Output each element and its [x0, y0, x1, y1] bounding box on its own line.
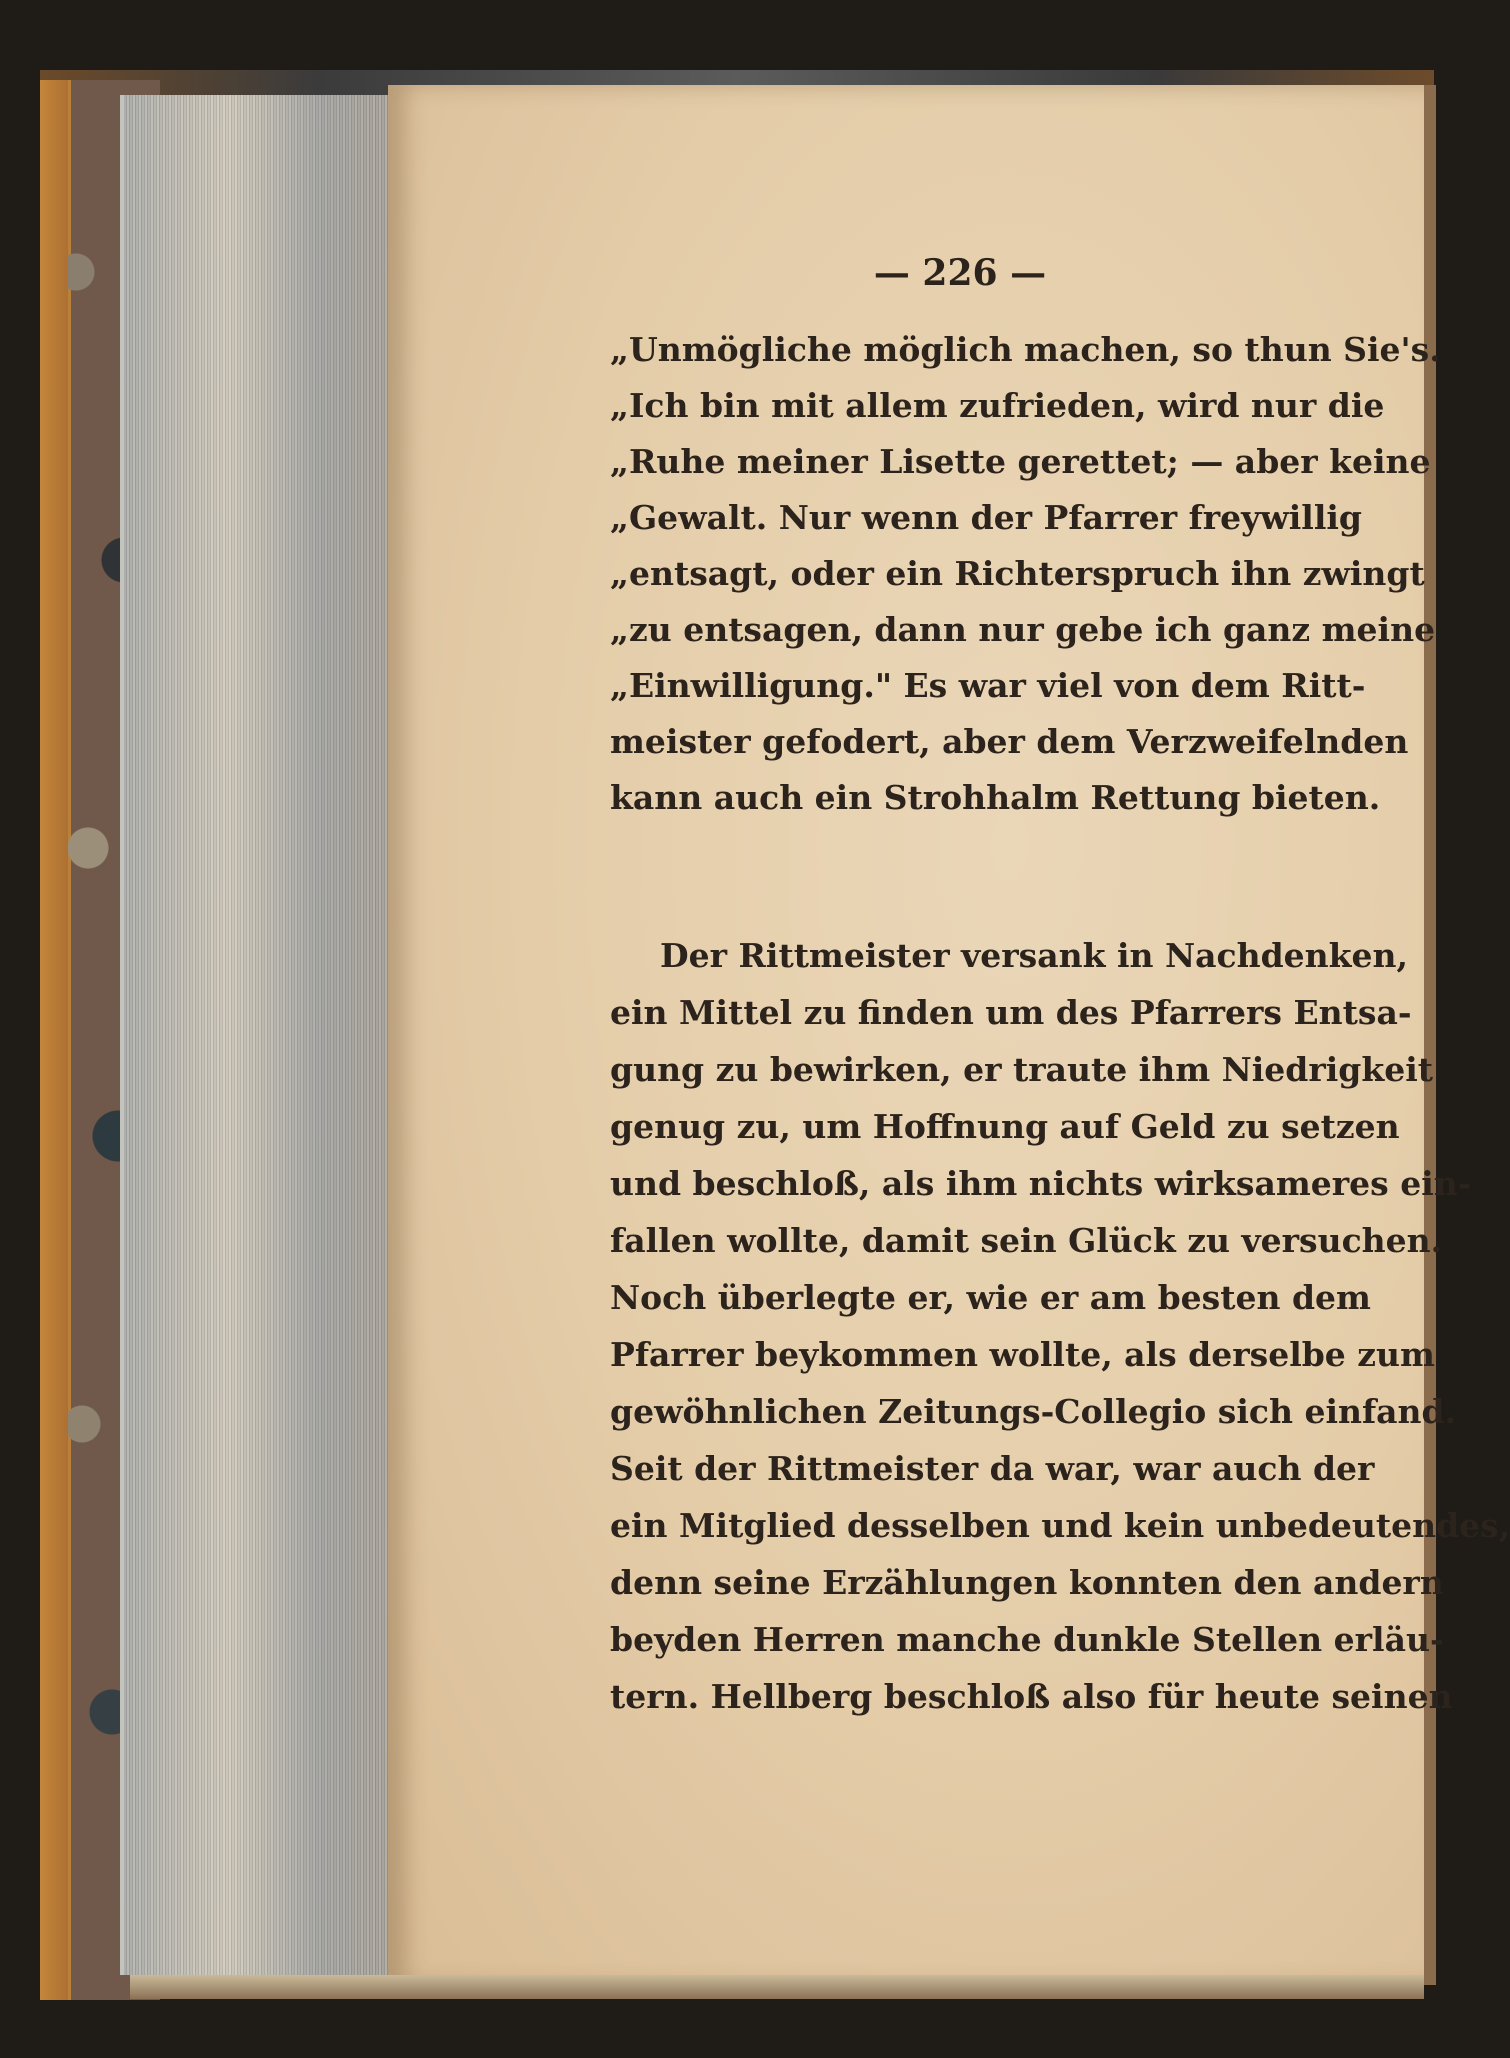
text-line: „Ruhe meiner Lisette gerettet; — aber keine [610, 442, 1431, 481]
text-line: „Einwilligung." Es war viel von dem Ritt- [610, 666, 1366, 705]
text-line: „Ich bin mit allem zufrieden, wird nur die [610, 386, 1385, 425]
text-line: „zu entsagen, dann nur gebe ich ganz meine [610, 610, 1436, 649]
text-line: denn seine Erzählungen konnten den andern [610, 1563, 1444, 1602]
text-line: „entsagt, oder ein Richterspruch ihn zwingt [610, 554, 1425, 593]
page-number: — 226 — [873, 252, 1047, 294]
text-line: Pfarrer beykommen wollte, als derselbe zum [610, 1335, 1435, 1374]
book-spine-edge [40, 80, 68, 2000]
text-line: Der Rittmeister versank in Nachdenken, [660, 936, 1408, 975]
text-line: „Unmögliche möglich machen, so thun Sie's. [610, 330, 1441, 369]
text-line: fallen wollte, damit sein Glück zu versuchen. [610, 1221, 1443, 1260]
text-line: Seit der Rittmeister da war, war auch der [610, 1449, 1375, 1488]
text-line: kann auch ein Strohhalm Rettung bieten. [610, 778, 1381, 817]
text-line: Noch überlegte er, wie er am besten dem [610, 1278, 1371, 1317]
text-line: meister gefodert, aber dem Verzweifelnden [610, 722, 1409, 761]
text-line: gung zu bewirken, er traute ihm Niedrigkeit [610, 1050, 1434, 1089]
text-line: genug zu, um Hoffnung auf Geld zu setzen [610, 1107, 1400, 1146]
text-line: ein Mitglied desselben und kein unbedeutendes, [610, 1506, 1510, 1545]
text-line: „Gewalt. Nur wenn der Pfarrer freywillig [610, 498, 1362, 537]
text-line: gewöhnlichen Zeitungs-Collegio sich einfand. [610, 1392, 1457, 1431]
page-stack-shade [120, 95, 390, 1975]
text-line: ein Mittel zu finden um des Pfarrers Entsa- [610, 993, 1412, 1032]
text-line: und beschloß, als ihm nichts wirksameres ein- [610, 1164, 1472, 1203]
text-line: tern. Hellberg beschloß also für heute seinen [610, 1677, 1453, 1716]
text-line: beyden Herren manche dunkle Stellen erläu- [610, 1620, 1444, 1659]
page-bottom-edge [130, 1975, 1424, 1999]
